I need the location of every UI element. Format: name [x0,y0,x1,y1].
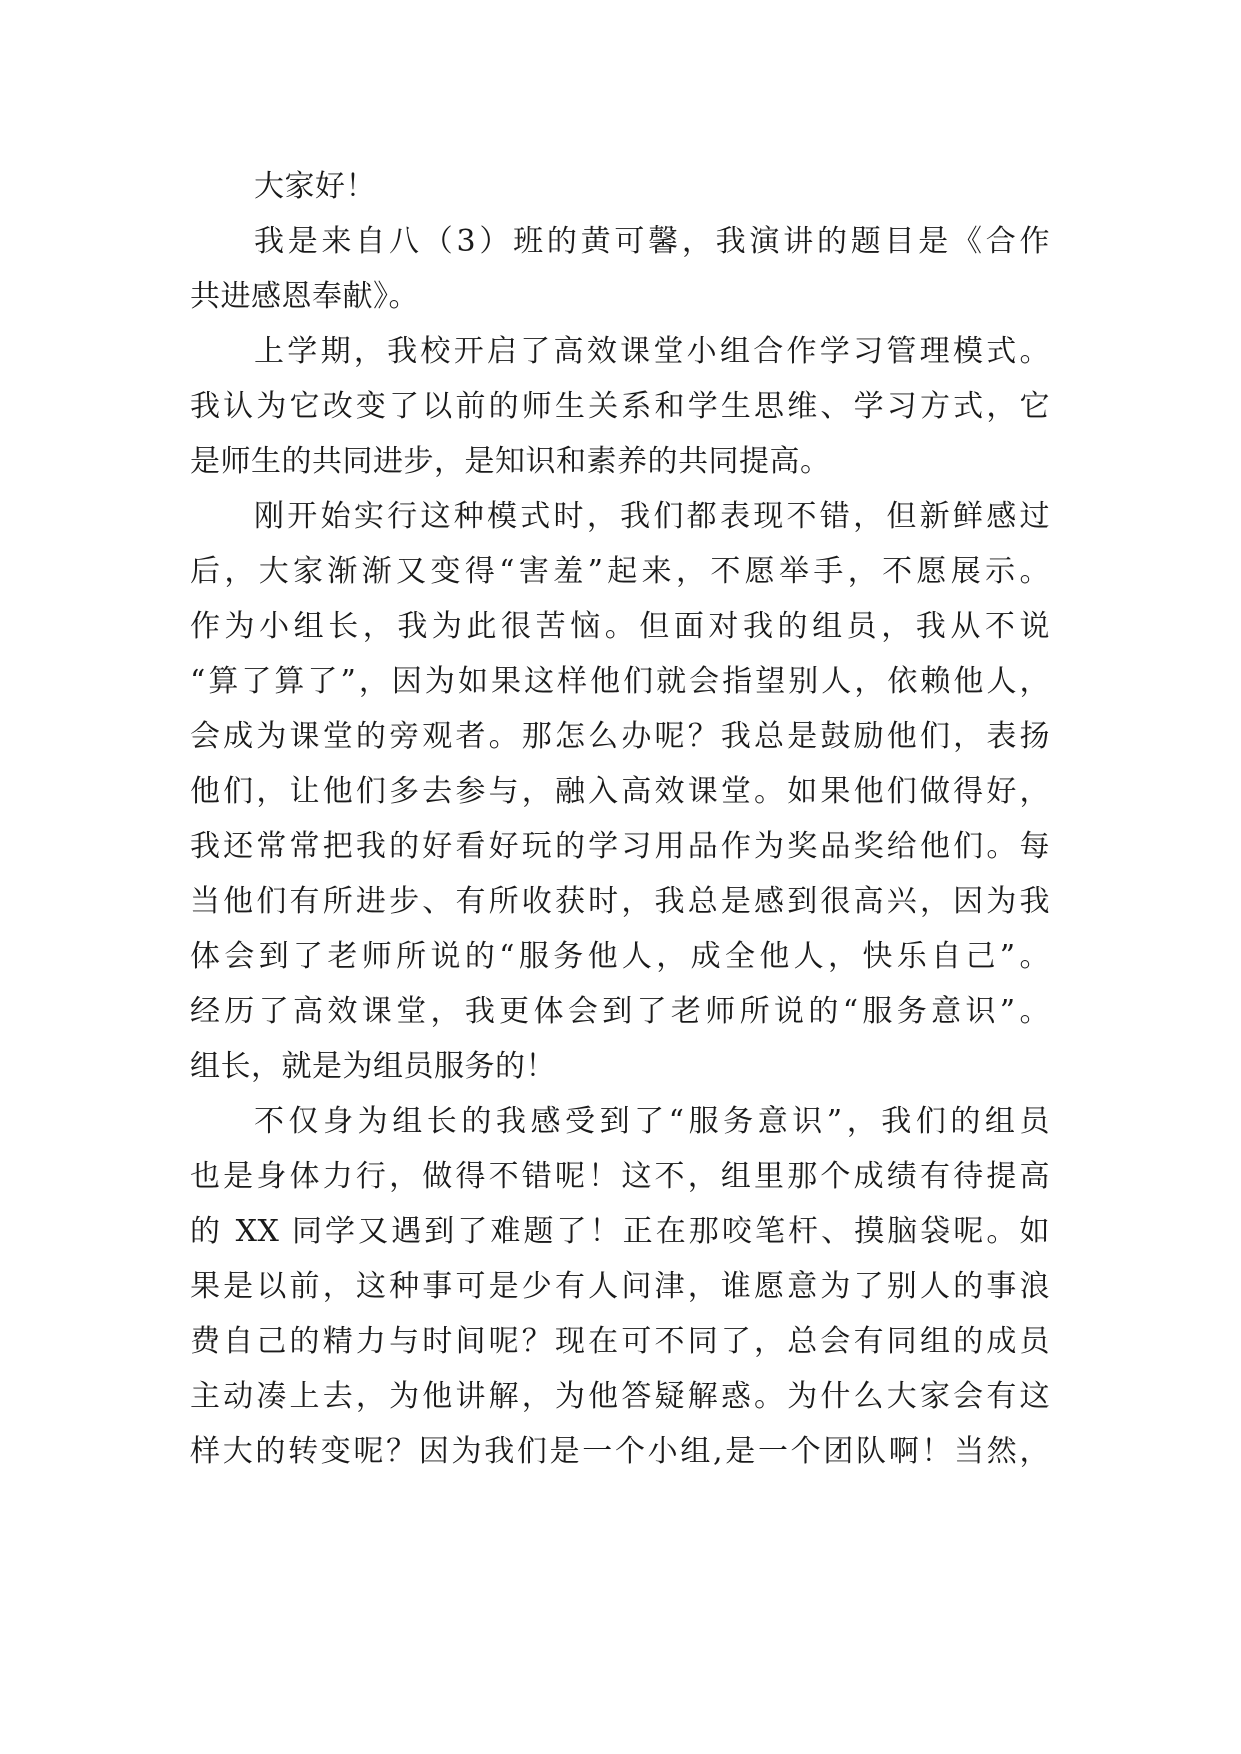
text-line: 果是以前，这种事可是少有人问津，谁愿意为了别人的事浪 [190,1269,1050,1304]
text-line: 会成为课堂的旁观者。那怎么办呢？我总是鼓励他们，表扬 [190,719,1050,754]
text-line: 我还常常把我的好看好玩的学习用品作为奖品奖给他们。每 [190,829,1050,864]
text-line: 主动凑上去，为他讲解，为他答疑解惑。为什么大家会有这 [190,1379,1050,1414]
text-line: 他们，让他们多去参与，融入高效课堂。如果他们做得好， [190,774,1050,809]
text-line: 组长，就是为组员服务的！ [190,1049,556,1084]
text-line: “算了算了”，因为如果这样他们就会指望别人，依赖他人， [190,664,1050,699]
text-line: 作为小组长，我为此很苦恼。但面对我的组员，我从不说 [190,609,1050,644]
text-line: 我认为它改变了以前的师生关系和学生思维、学习方式，它 [190,389,1050,424]
text-line: 也是身体力行，做得不错呢！这不，组里那个成绩有待提高 [190,1159,1050,1194]
text-line: 大家好！ [254,169,376,204]
text-line: 经历了高效课堂，我更体会到了老师所说的“服务意识”。 [190,994,1050,1029]
text-line: 共进感恩奉献》。 [190,279,419,314]
text-line: 是师生的共同进步，是知识和素养的共同提高。 [190,444,831,479]
text-line: 上学期，我校开启了高效课堂小组合作学习管理模式。 [254,334,1050,369]
text-line: 后，大家渐渐又变得“害羞”起来，不愿举手，不愿展示。 [190,554,1050,589]
text-line: 体会到了老师所说的“服务他人，成全他人，快乐自己”。 [190,939,1050,974]
text-line: 刚开始实行这种模式时，我们都表现不错，但新鲜感过 [254,499,1050,534]
text-line: 的 XX 同学又遇到了难题了！正在那咬笔杆、摸脑袋呢。如 [190,1214,1050,1249]
text-line: 当他们有所进步、有所收获时，我总是感到很高兴，因为我 [190,884,1050,919]
text-line: 样大的转变呢？因为我们是一个小组,是一个团队啊！当然， [190,1434,1050,1469]
text-line: 我是来自八（3）班的黄可馨，我演讲的题目是《合作 [254,224,1050,259]
text-line: 费自己的精力与时间呢？现在可不同了，总会有同组的成员 [190,1324,1050,1359]
text-line: 不仅身为组长的我感受到了“服务意识”，我们的组员 [254,1104,1050,1139]
